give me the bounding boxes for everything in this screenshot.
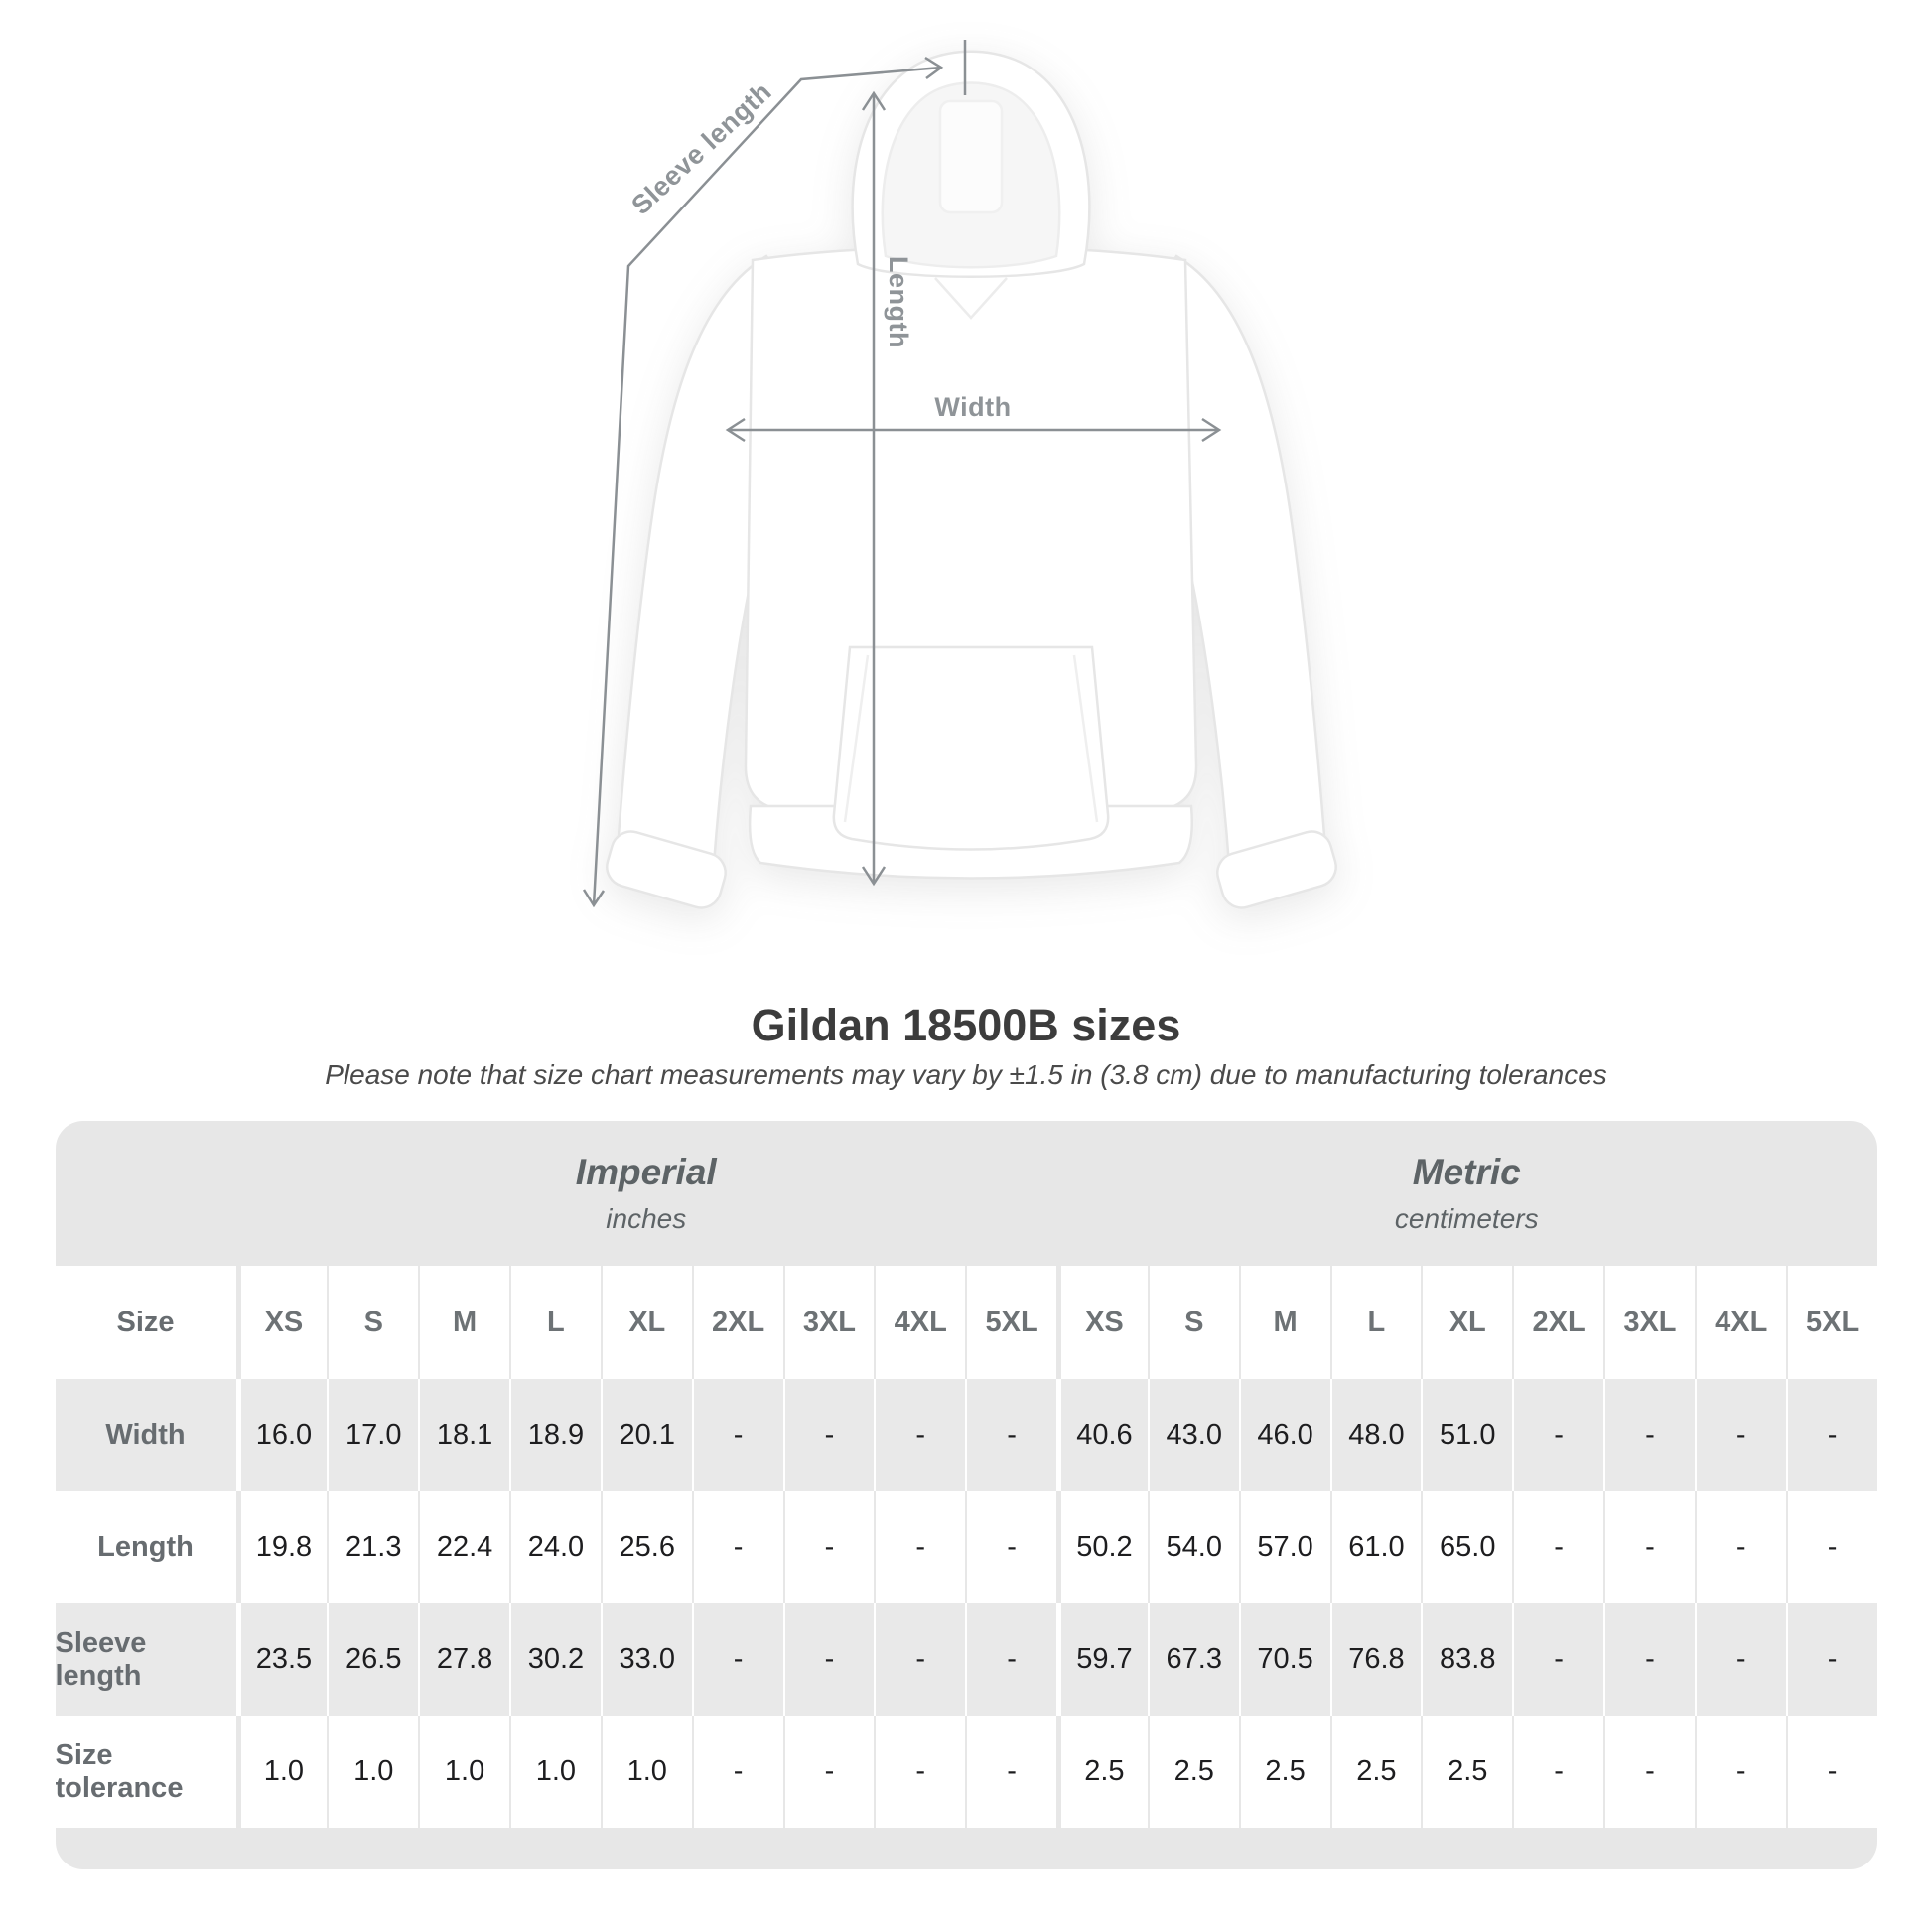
metric-unit: centimeters: [1394, 1203, 1539, 1234]
table-cell: 1.0: [236, 1716, 328, 1828]
size-col-imperial-xl: XL: [601, 1266, 692, 1379]
table-cell: -: [1603, 1716, 1695, 1828]
row-label: Size tolerance: [55, 1738, 184, 1804]
size-col-metric-xl: XL: [1421, 1266, 1512, 1379]
size-col-imperial-4xl: 4XL: [874, 1266, 965, 1379]
table-cell: -: [874, 1603, 965, 1716]
table-cell: 1.0: [418, 1716, 509, 1828]
table-cell: 51.0: [1421, 1379, 1512, 1491]
table-cell: -: [874, 1716, 965, 1828]
table-cell: 22.4: [418, 1491, 509, 1603]
table-footer-strip: [56, 1828, 1877, 1869]
table-cell: 1.0: [601, 1716, 692, 1828]
size-col-imperial-l: L: [509, 1266, 601, 1379]
size-col-imperial-m: M: [418, 1266, 509, 1379]
size-col-metric-4xl: 4XL: [1695, 1266, 1786, 1379]
table-cell: 83.8: [1421, 1603, 1512, 1716]
table-cell: 27.8: [418, 1603, 509, 1716]
table-cell: 43.0: [1148, 1379, 1239, 1491]
tolerance-note: Please note that size chart measurements may vary by ±1.5 in (3.8 cm) due to manufacturing tolerances: [325, 1059, 1607, 1090]
table-cell: 1.0: [509, 1716, 601, 1828]
table-cell: -: [692, 1716, 783, 1828]
table-cell: 61.0: [1330, 1491, 1422, 1603]
table-cell: -: [1695, 1379, 1786, 1491]
table-cell: 46.0: [1239, 1379, 1330, 1491]
size-col-imperial-3xl: 3XL: [783, 1266, 875, 1379]
table-cell: 20.1: [601, 1379, 692, 1491]
table-cell: -: [965, 1603, 1056, 1716]
table-cell: 2.5: [1421, 1716, 1512, 1828]
size-col-metric-s: S: [1148, 1266, 1239, 1379]
metric-header: [1056, 1121, 1877, 1266]
table-cell: -: [965, 1491, 1056, 1603]
table-cell: 2.5: [1330, 1716, 1422, 1828]
table-row-length: [56, 1491, 1877, 1603]
table-cell: -: [1603, 1379, 1695, 1491]
table-cell: 2.5: [1148, 1716, 1239, 1828]
page-title: Gildan 18500B sizes: [751, 1000, 1181, 1050]
table-cell: 50.2: [1056, 1491, 1148, 1603]
table-cell: 30.2: [509, 1603, 601, 1716]
unit-band-spacer: [56, 1121, 236, 1266]
imperial-title: Imperial: [575, 1152, 717, 1192]
sleeve-length-label: Sleeve length: [625, 76, 777, 221]
size-col-metric-m: M: [1239, 1266, 1330, 1379]
table-cell: -: [692, 1603, 783, 1716]
table-cell: -: [1695, 1491, 1786, 1603]
table-cell: 24.0: [509, 1491, 601, 1603]
table-cell: 26.5: [327, 1603, 418, 1716]
table-cell: -: [1603, 1491, 1695, 1603]
table-cell: -: [1786, 1716, 1877, 1828]
table-cell: -: [1786, 1491, 1877, 1603]
table-cell: -: [874, 1491, 965, 1603]
table-cell: 40.6: [1056, 1379, 1148, 1491]
table-cell: -: [1786, 1379, 1877, 1491]
imperial-header: [236, 1121, 1057, 1266]
imperial-unit: inches: [606, 1203, 687, 1234]
table-cell: -: [783, 1603, 875, 1716]
table-cell: 17.0: [327, 1379, 418, 1491]
table-row-width: [56, 1379, 1877, 1491]
table-cell: -: [692, 1379, 783, 1491]
size-col-imperial-xs: XS: [236, 1266, 328, 1379]
table-cell: -: [1512, 1603, 1603, 1716]
width-label: Width: [934, 392, 1012, 422]
table-cell: 65.0: [1421, 1491, 1512, 1603]
table-cell: 23.5: [236, 1603, 328, 1716]
table-cell: 18.9: [509, 1379, 601, 1491]
size-col-metric-2xl: 2XL: [1512, 1266, 1603, 1379]
table-cell: -: [1695, 1603, 1786, 1716]
table-cell: -: [874, 1379, 965, 1491]
table-cell: 59.7: [1056, 1603, 1148, 1716]
table-cell: 1.0: [327, 1716, 418, 1828]
row-label: Width: [105, 1419, 186, 1450]
table-cell: -: [965, 1716, 1056, 1828]
table-cell: 2.5: [1056, 1716, 1148, 1828]
size-col-metric-3xl: 3XL: [1603, 1266, 1695, 1379]
table-cell: 54.0: [1148, 1491, 1239, 1603]
table-cell: 57.0: [1239, 1491, 1330, 1603]
size-col-imperial-s: S: [327, 1266, 418, 1379]
size-col-metric-5xl: 5XL: [1786, 1266, 1877, 1379]
table-cell: -: [783, 1491, 875, 1603]
table-cell: -: [1603, 1603, 1695, 1716]
table-row-sleeve-length: [56, 1603, 1877, 1716]
table-cell: 25.6: [601, 1491, 692, 1603]
table-cell: 16.0: [236, 1379, 328, 1491]
row-label: Length: [97, 1531, 194, 1563]
table-cell: 33.0: [601, 1603, 692, 1716]
table-cell: -: [1512, 1491, 1603, 1603]
table-cell: -: [965, 1379, 1056, 1491]
row-label: Sleeve length: [55, 1626, 147, 1692]
table-cell: -: [1512, 1716, 1603, 1828]
table-cell: 76.8: [1330, 1603, 1422, 1716]
size-col-imperial-2xl: 2XL: [692, 1266, 783, 1379]
table-row-size-tolerance: [56, 1716, 1877, 1828]
table-cell: 48.0: [1330, 1379, 1422, 1491]
table-cell: -: [1695, 1716, 1786, 1828]
table-cell: -: [783, 1716, 875, 1828]
size-column-header: Size: [116, 1306, 175, 1338]
metric-title: Metric: [1412, 1152, 1521, 1192]
table-cell: 2.5: [1239, 1716, 1330, 1828]
table-cell: -: [692, 1491, 783, 1603]
size-header-row: [56, 1266, 1877, 1379]
table-cell: 21.3: [327, 1491, 418, 1603]
size-col-metric-xs: XS: [1056, 1266, 1148, 1379]
table-cell: 67.3: [1148, 1603, 1239, 1716]
length-label: Length: [884, 256, 913, 348]
size-col-imperial-5xl: 5XL: [965, 1266, 1056, 1379]
table-body: [56, 1379, 1877, 1828]
table-cell: -: [1786, 1603, 1877, 1716]
hoodie-garment: [603, 52, 1341, 912]
table-cell: -: [783, 1379, 875, 1491]
table-cell: -: [1512, 1379, 1603, 1491]
table-cell: 18.1: [418, 1379, 509, 1491]
hood-lining-panel: [940, 101, 1002, 212]
kangaroo-pocket: [834, 647, 1108, 850]
unit-header-band: [56, 1121, 1877, 1266]
table-cell: 19.8: [236, 1491, 328, 1603]
size-table: [56, 1121, 1877, 1869]
table-cell: 70.5: [1239, 1603, 1330, 1716]
size-col-metric-l: L: [1330, 1266, 1422, 1379]
